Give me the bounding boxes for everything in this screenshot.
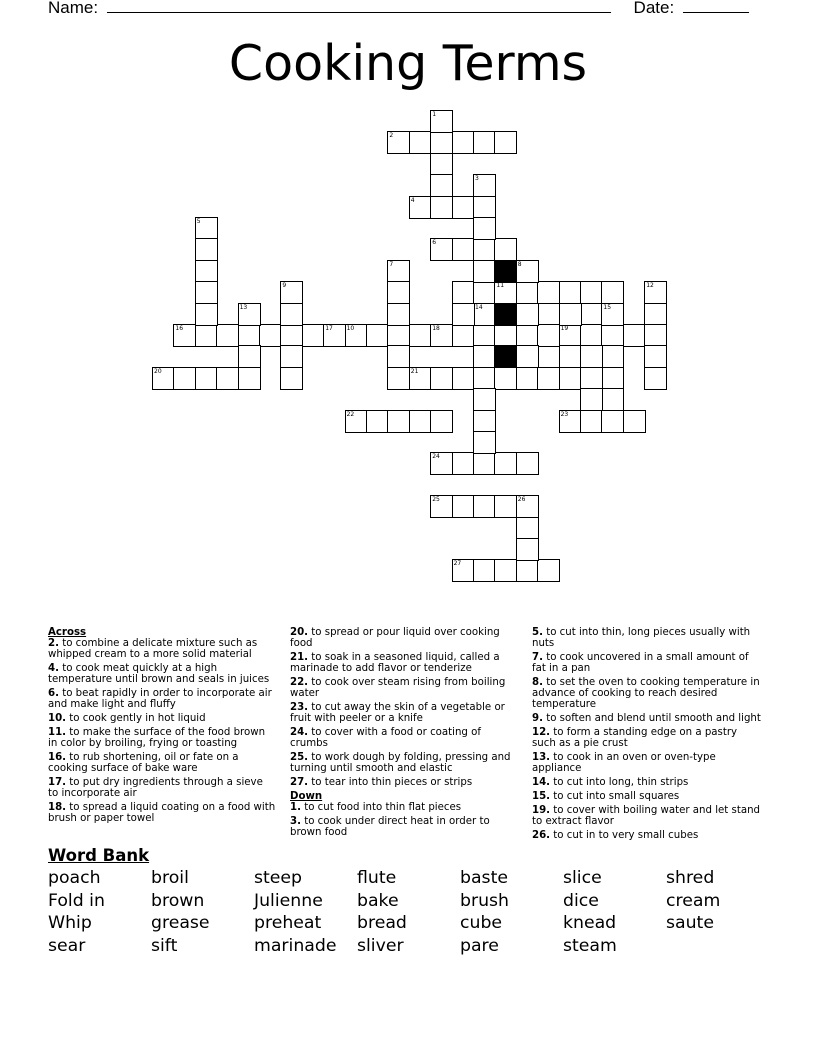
- crossword-cell[interactable]: [195, 303, 218, 326]
- crossword-cell[interactable]: [430, 174, 453, 197]
- crossword-cell[interactable]: [173, 367, 196, 390]
- crossword-cell[interactable]: [516, 367, 539, 390]
- crossword-cell[interactable]: [559, 281, 582, 304]
- crossword-cell[interactable]: [537, 324, 560, 347]
- clue-text: to spread or pour liquid over cooking food: [290, 627, 500, 650]
- crossword-cell[interactable]: [601, 324, 624, 347]
- clue-text: to cook over steam rising from boiling water: [290, 677, 506, 700]
- clue-number: 10.: [48, 713, 67, 725]
- crossword-cell[interactable]: [409, 131, 432, 154]
- clue-number: 27.: [290, 777, 309, 788]
- clue-number: 5.: [532, 627, 543, 638]
- word-bank-word: cream: [666, 890, 721, 911]
- clue-text: to beat rapidly in order to incorporate air and make light and fluffy: [48, 688, 272, 711]
- crossword-cell[interactable]: [580, 367, 603, 390]
- clue-number: 27: [453, 560, 462, 568]
- crossword-cell[interactable]: [216, 367, 239, 390]
- crossword-cell[interactable]: [473, 238, 496, 261]
- clue-number: 21.: [290, 652, 309, 663]
- clue-number: 1.: [290, 802, 301, 813]
- crossword-cell[interactable]: [559, 303, 582, 326]
- word-bank-word: baste: [460, 868, 508, 888]
- name-label: Name:: [48, 0, 99, 17]
- crossword-cell[interactable]: [601, 410, 624, 433]
- clue-number: 20: [154, 367, 162, 375]
- crossword-cell[interactable]: [516, 303, 539, 326]
- clue-number: 2.: [48, 638, 59, 650]
- crossword-cell[interactable]: [452, 196, 475, 219]
- page-title: Cooking Terms: [228, 35, 588, 92]
- word-bank-word: broil: [151, 868, 189, 888]
- word-bank-heading: Word Bank: [48, 846, 150, 865]
- across-clue: [290, 652, 522, 674]
- crossword-cell[interactable]: [409, 410, 432, 433]
- down-clue: [532, 727, 764, 749]
- clue-text: to soften and blend until smooth and light: [542, 713, 761, 725]
- clue-number: 11: [496, 282, 505, 290]
- across-clue: [290, 677, 522, 699]
- clue-number: 16: [175, 325, 184, 332]
- word-bank-word: Whip: [48, 913, 92, 934]
- down-clues-column-3: [532, 627, 764, 843]
- word-bank-word: grease: [151, 913, 210, 934]
- crossword-cell[interactable]: [473, 495, 496, 518]
- word-bank-word: cube: [460, 913, 503, 934]
- clue-number: 14: [475, 303, 483, 311]
- clue-number: 24: [432, 453, 440, 461]
- clue-text: to tear into thin pieces or strips: [308, 777, 473, 788]
- crossword-cell[interactable]: [516, 517, 539, 540]
- crossword-cell[interactable]: [238, 345, 261, 368]
- crossword-cell[interactable]: [452, 238, 475, 261]
- clue-number: 15: [603, 303, 612, 311]
- clue-number: 26.: [532, 829, 551, 841]
- crossword-cell[interactable]: [601, 367, 624, 390]
- crossword-cell[interactable]: [409, 324, 432, 347]
- crossword-cell[interactable]: [473, 559, 496, 582]
- clue-number: 12: [646, 282, 654, 290]
- crossword-cell[interactable]: [473, 260, 496, 283]
- crossword-cell[interactable]: [580, 410, 603, 433]
- clue-number: 18.: [48, 802, 67, 813]
- crossword-cell[interactable]: [473, 410, 496, 433]
- clue-number: 18: [432, 325, 440, 332]
- clue-number: 12.: [532, 727, 551, 738]
- across-clue: [290, 752, 522, 774]
- clue-text: to soak in a seasoned liquid, called a marinade to add flavor or tenderize: [290, 652, 500, 675]
- clue-text: to cut into long, thin strips: [550, 777, 689, 788]
- across-clue: [48, 727, 276, 749]
- crossword-cell[interactable]: [259, 324, 282, 347]
- crossword-cell[interactable]: [387, 324, 410, 347]
- clue-text: to cover with a food or coating of crumbs: [290, 727, 481, 750]
- crossword-cell[interactable]: [494, 324, 517, 347]
- clue-number: 25.: [290, 752, 309, 763]
- clue-number: 2: [389, 132, 394, 140]
- crossword-cell[interactable]: [494, 452, 517, 475]
- crossword-cell[interactable]: [195, 367, 218, 390]
- clue-text: to cut in to very small cubes: [550, 829, 699, 841]
- crossword-cell[interactable]: [452, 452, 475, 475]
- crossword-cell[interactable]: [280, 367, 303, 390]
- crossword-cell[interactable]: [238, 324, 261, 347]
- crossword-cell[interactable]: [473, 196, 496, 219]
- crossword-cell[interactable]: [452, 495, 475, 518]
- word-bank-word: sliver: [357, 936, 404, 957]
- clue-number: 13: [239, 303, 248, 311]
- across-clue: [290, 777, 522, 788]
- crossword-cell[interactable]: [494, 367, 517, 390]
- clue-number: 6.: [48, 688, 59, 700]
- word-bank-word: steam: [563, 936, 617, 957]
- clue-text: to cook gently in hot liquid: [66, 713, 206, 725]
- clue-text: to cut into thin, long pieces usually with nuts: [532, 627, 751, 650]
- down-clue: [532, 830, 764, 841]
- word-bank-word: bread: [357, 913, 407, 934]
- crossword-cell[interactable]: [601, 345, 624, 368]
- crossword-cell[interactable]: [280, 345, 303, 368]
- word-bank-word: bake: [357, 890, 399, 911]
- clue-number: 19: [560, 325, 569, 332]
- crossword-cell[interactable]: [195, 260, 218, 283]
- clue-number: 7.: [532, 652, 543, 663]
- clue-number: 16.: [48, 752, 67, 763]
- crossword-cell[interactable]: [516, 345, 539, 368]
- down-clue: [532, 627, 764, 649]
- crossword-cell[interactable]: [516, 559, 539, 582]
- crossword-cell[interactable]: [559, 345, 582, 368]
- clue-number: 14.: [532, 777, 551, 788]
- crossword-cell[interactable]: [195, 281, 218, 304]
- crossword-cell[interactable]: [473, 281, 496, 304]
- down-clue: [532, 752, 764, 774]
- crossword-cell[interactable]: [452, 303, 475, 326]
- down-clue: [290, 816, 522, 838]
- crossword-cell[interactable]: [644, 324, 667, 347]
- crossword-cell[interactable]: [644, 345, 667, 368]
- crossword-cell[interactable]: [494, 495, 517, 518]
- clue-text: to spread a liquid coating on a food with brush or paper towel: [48, 802, 276, 825]
- clue-text: to cut away the skin of a vegetable or fruit with peeler or a knife: [290, 702, 505, 725]
- word-bank-word: shred: [666, 868, 715, 888]
- across-clue: [290, 727, 522, 749]
- clue-number: 23.: [290, 702, 309, 713]
- crossword-cell[interactable]: [494, 238, 517, 261]
- across-clue: [290, 627, 522, 649]
- crossword-cell[interactable]: [195, 324, 218, 347]
- crossword-cell[interactable]: [430, 131, 453, 154]
- word-bank-word: Julienne: [254, 890, 323, 911]
- clue-text: to cut food into thin flat pieces: [300, 802, 462, 813]
- crossword-cell[interactable]: [452, 367, 475, 390]
- clue-number: 17.: [48, 777, 67, 788]
- across-clue: [48, 638, 276, 660]
- word-bank-word: sear: [48, 936, 86, 957]
- down-clue: [532, 791, 764, 802]
- crossword-cell[interactable]: [473, 131, 496, 154]
- crossword-cell[interactable]: [216, 324, 239, 347]
- clue-number: 3: [475, 175, 479, 183]
- crossword-cell[interactable]: [430, 153, 453, 176]
- clue-number: 8: [517, 260, 522, 268]
- clue-number: 3.: [290, 815, 301, 827]
- clue-number: 22: [346, 410, 355, 418]
- crossword-cell[interactable]: [516, 452, 539, 475]
- clue-text: to cook meat quickly at a high temperature until brown and seals in juices: [48, 663, 270, 686]
- down-clue: [532, 652, 764, 674]
- across-clue: [290, 702, 522, 724]
- across-clue: [48, 713, 276, 724]
- crossword-cell[interactable]: [473, 345, 496, 368]
- crossword-cell[interactable]: [430, 196, 453, 219]
- clue-text: to cover with boiling water and let stand to extract flavor: [532, 804, 760, 827]
- clue-number: 13.: [532, 752, 551, 763]
- crossword-cell[interactable]: [516, 324, 539, 347]
- word-bank-word: knead: [563, 913, 617, 934]
- across-clue: [48, 752, 276, 774]
- down-clue: [290, 802, 522, 813]
- clue-number: 20.: [290, 627, 309, 638]
- crossword-cell[interactable]: [473, 217, 496, 240]
- crossword-cell[interactable]: [494, 131, 517, 154]
- name-date-header: [48, 0, 749, 18]
- clue-number: 25: [432, 496, 440, 504]
- clue-text: to rub shortening, oil or fate on a cooking surface of bake ware: [48, 752, 239, 775]
- down-clue: [532, 805, 764, 827]
- word-bank-word: preheat: [254, 913, 322, 934]
- crossword-cell[interactable]: [387, 303, 410, 326]
- clue-number: 6: [432, 239, 437, 247]
- clue-text: to set the oven to cooking temperature in advance of cooking to reach desired temperature: [532, 677, 760, 711]
- across-clue: [48, 663, 276, 685]
- crossword-cell[interactable]: [473, 452, 496, 475]
- clue-number: 24.: [290, 727, 309, 738]
- across-clue: [48, 688, 276, 710]
- clue-text: to combine a delicate mixture such as whipped cream to a more solid material: [48, 638, 258, 661]
- clue-number: 9.: [532, 713, 543, 725]
- crossword-cell[interactable]: [623, 324, 646, 347]
- crossword-cell[interactable]: [537, 281, 560, 304]
- word-bank-word: poach: [48, 868, 101, 888]
- crossword-cell[interactable]: [516, 538, 539, 561]
- clue-number: 11.: [48, 727, 67, 738]
- crossword-cell[interactable]: [580, 388, 603, 411]
- crossword-cell[interactable]: [195, 238, 218, 261]
- down-clue: [532, 677, 764, 711]
- crossword-cell[interactable]: [280, 303, 303, 326]
- clue-number: 15.: [532, 790, 551, 802]
- crossword-cell[interactable]: [644, 367, 667, 390]
- clue-text: to cook in an oven or oven-type appliance: [532, 752, 716, 775]
- clue-number: 8.: [532, 677, 543, 688]
- crossword-cell[interactable]: [430, 410, 453, 433]
- crossword-cell[interactable]: [537, 367, 560, 390]
- clue-number: 7: [389, 260, 394, 268]
- crossword-cell[interactable]: [623, 410, 646, 433]
- clue-text: to put dry ingredients through a sieve to incorporate air: [48, 777, 263, 800]
- crossword-cell[interactable]: [387, 345, 410, 368]
- date-label: Date:: [633, 0, 675, 17]
- crossword-cell[interactable]: [644, 303, 667, 326]
- name-field[interactable]: [107, 0, 611, 13]
- crossword-cell[interactable]: [473, 431, 496, 454]
- word-bank-word: slice: [563, 868, 602, 888]
- clue-number: 26: [517, 496, 526, 504]
- crossword-cell[interactable]: [302, 324, 325, 347]
- clue-number: 5: [196, 218, 201, 225]
- clue-number: 23: [560, 410, 569, 418]
- down-heading: Down: [290, 790, 323, 802]
- word-bank-word: brush: [460, 890, 509, 911]
- crossword-black-cell: [494, 303, 517, 326]
- crossword-black-cell: [494, 260, 517, 283]
- word-bank-word: brown: [151, 890, 205, 911]
- crossword-cell[interactable]: [366, 410, 389, 433]
- clue-text: to cook under direct heat in order to brown food: [290, 815, 490, 838]
- word-bank-word: steep: [254, 868, 303, 888]
- crossword-cell[interactable]: [452, 131, 475, 154]
- clue-text: to cook uncovered in a small amount of fat in a pan: [532, 652, 749, 675]
- crossword-cell[interactable]: [452, 324, 475, 347]
- crossword-cell[interactable]: [452, 281, 475, 304]
- across-heading: Across: [48, 627, 87, 638]
- clue-number: 19.: [532, 804, 551, 816]
- crossword-cell[interactable]: [387, 367, 410, 390]
- crossword-cell[interactable]: [601, 388, 624, 411]
- word-bank-word: marinade: [254, 936, 337, 957]
- crossword-cell[interactable]: [580, 324, 603, 347]
- crossword-cell[interactable]: [430, 367, 453, 390]
- across-clue: [48, 777, 276, 799]
- clue-number: 10: [346, 325, 355, 332]
- clue-text: to work dough by folding, pressing and turning until smooth and elastic: [290, 752, 511, 775]
- crossword-cell[interactable]: [494, 559, 517, 582]
- across-clues-column-2: [290, 627, 522, 841]
- crossword-cell[interactable]: [280, 324, 303, 347]
- clue-text: to form a standing edge on a pastry such as a pie crust: [532, 727, 738, 750]
- word-bank-word: saute: [666, 913, 714, 934]
- down-clue: [532, 713, 764, 724]
- crossword-cell[interactable]: [387, 281, 410, 304]
- crossword-cell[interactable]: [580, 281, 603, 304]
- clue-text: to make the surface of the food brown in color by broiling, frying or toasting: [48, 727, 266, 750]
- clue-number: 9: [282, 282, 287, 290]
- clue-number: 22.: [290, 677, 309, 688]
- across-clues-column-1: [48, 627, 276, 827]
- word-bank-word: sift: [151, 936, 178, 957]
- word-bank-word: flute: [357, 868, 397, 888]
- crossword-black-cell: [494, 345, 517, 368]
- clue-text: to cut into small squares: [550, 790, 680, 802]
- word-bank-word: dice: [563, 890, 599, 911]
- clue-number: 17: [325, 325, 333, 332]
- crossword-cell[interactable]: [516, 281, 539, 304]
- down-clue: [532, 777, 764, 788]
- crossword-cell[interactable]: [238, 367, 261, 390]
- crossword-cell[interactable]: [580, 345, 603, 368]
- crossword-cell[interactable]: [473, 324, 496, 347]
- word-bank-word: pare: [460, 936, 499, 957]
- clue-number: 21: [410, 367, 419, 375]
- crossword-cell[interactable]: [601, 281, 624, 304]
- crossword-cell[interactable]: [473, 367, 496, 390]
- crossword-cell[interactable]: [366, 324, 389, 347]
- across-clue: [48, 802, 276, 824]
- date-field[interactable]: [683, 0, 749, 13]
- crossword-cell[interactable]: [537, 559, 560, 582]
- clue-number: 4.: [48, 663, 59, 675]
- crossword-cell[interactable]: [559, 367, 582, 390]
- clue-number: 1: [432, 111, 437, 118]
- crossword-cell[interactable]: [387, 410, 410, 433]
- word-bank-word: Fold in: [48, 890, 105, 911]
- crossword-cell[interactable]: [473, 388, 496, 411]
- clue-number: 4: [410, 196, 415, 204]
